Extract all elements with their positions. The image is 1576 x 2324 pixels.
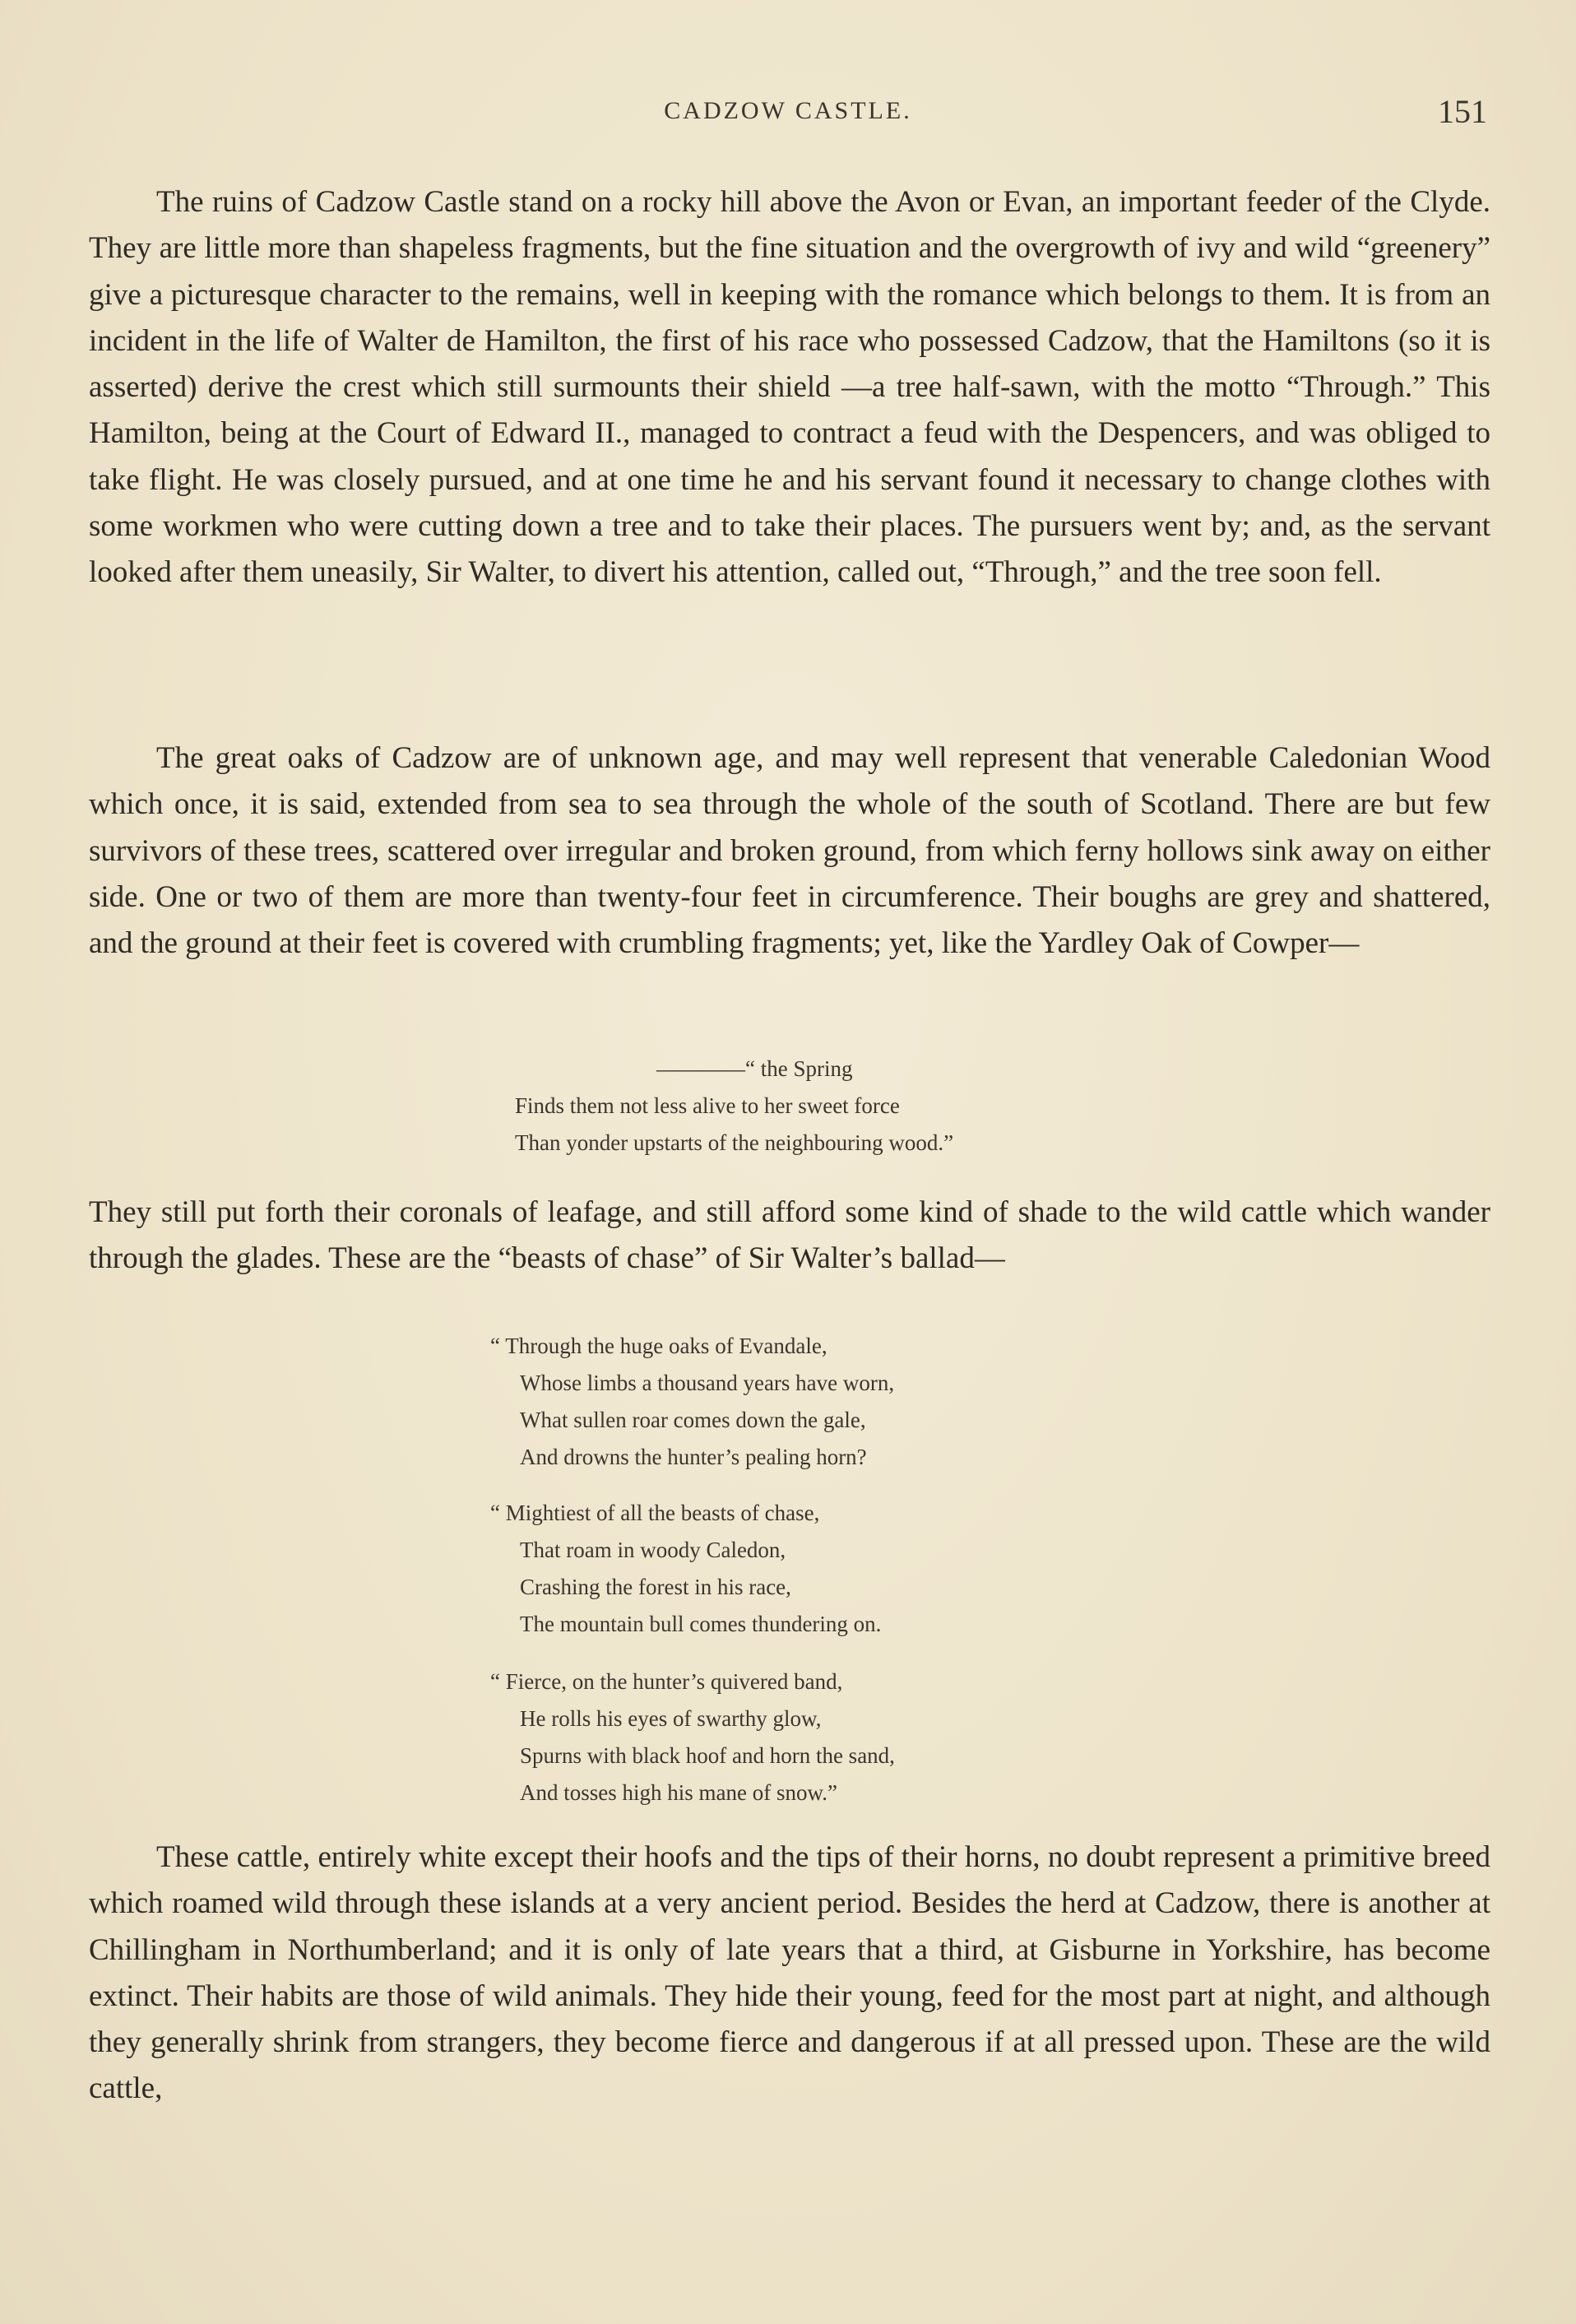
ballad-stanza [490, 1328, 894, 1476]
verse-line: Whose limbs a thousand years have worn, [520, 1371, 895, 1395]
verse-line: And drowns the hunter’s pealing horn? [520, 1445, 867, 1469]
paragraph-cadzow-ruins: The ruins of Cadzow Castle stand on a rocky hill above the Avon or Evan, an important feeder of the Clyde. They are little more than shapeless fragments, but the fine situation and the overgrowth of ivy and wild “greenery” give a picturesque character to the remains, well in keeping with the romance which belongs to them. It is from an incident in the life of Walter de Hamilton, the first of his race who possessed Cadzow, that the Hamiltons (so it is asserted) derive the crest which still surmounts their shield —a tree half-sawn, with the motto “Through.” This Hamilton, being at the Court of Edward II., managed to contract a feud with the Despencers, and was obliged to take flight. He was closely pursued, and at one time he and his servant found it necessary to change clothes with some workmen who were cutting down a tree and to take their places. The pursuers went by; and, as the servant looked after them uneasily, Sir Walter, to divert his attention, called out, “Through,” and the tree soon fell. [89, 185, 1490, 590]
quote-line: Than yonder upstarts of the neighbouring wood.” [515, 1130, 954, 1155]
cowper-quote [515, 1051, 953, 1162]
page-header [89, 93, 1487, 138]
verse-line: Spurns with black hoof and horn the sand, [520, 1743, 895, 1768]
verse-line: What sullen roar comes down the gale, [520, 1408, 866, 1432]
quote-line: ————“ the Spring [656, 1056, 853, 1081]
paragraph-coronals: They still put forth their coronals of leafage, and still afford some kind of shade to the wild cattle which wander through the glades. These are the “beasts of chase” of Sir Walter’s ballad— [89, 1195, 1490, 1276]
verse-line: He rolls his eyes of swarthy glow, [520, 1706, 822, 1731]
ballad-stanza [490, 1495, 881, 1643]
verse-line: “ Fierce, on the hunter’s quivered band, [490, 1669, 843, 1694]
paragraph-great-oaks: The great oaks of Cadzow are of unknown age, and may well represent that venerable Caledonian Wood which once, it is said, extended from sea to sea through the whole of the south of Scotland. There are but few survivors of these trees, scattered over irregular and broken ground, from which ferny hollows sink away on either side. One or two of them are more than twenty-four feet in circumference. Their boughs are grey and shattered, and the ground at their feet is covered with crumbling fragments; yet, like the Yardley Oak of Cowper— [89, 741, 1490, 961]
verse-line: That roam in woody Caledon, [520, 1538, 786, 1562]
verse-line: The mountain bull comes thundering on. [520, 1612, 882, 1636]
paragraph-white-cattle: These cattle, entirely white except their hoofs and the tips of their horns, no doubt represent a primitive breed which roamed wild through these islands at a very ancient period. Besides the herd at Cadzow, there is another at Chillingham in Northumberland; and it is only of late years that a third, at Gisburne in Yorkshire, has become extinct. Their habits are those of wild animals. They hide their young, feed for the most part at night, and although they generally shrink from strangers, they become fierce and dangerous if at all pressed upon. These are the wild cattle, [89, 1840, 1490, 2106]
ballad-stanza [490, 1663, 895, 1811]
verse-line: “ Mightiest of all the beasts of chase, [490, 1501, 820, 1525]
running-title: CADZOW CASTLE. [664, 97, 912, 124]
verse-line: Crashing the forest in his race, [520, 1575, 791, 1599]
quote-line: Finds them not less alive to her sweet force [515, 1093, 900, 1118]
verse-line: And tosses high his mane of snow.” [520, 1780, 837, 1805]
page-number: 151 [1438, 93, 1487, 130]
verse-line: “ Through the huge oaks of Evandale, [490, 1334, 827, 1358]
